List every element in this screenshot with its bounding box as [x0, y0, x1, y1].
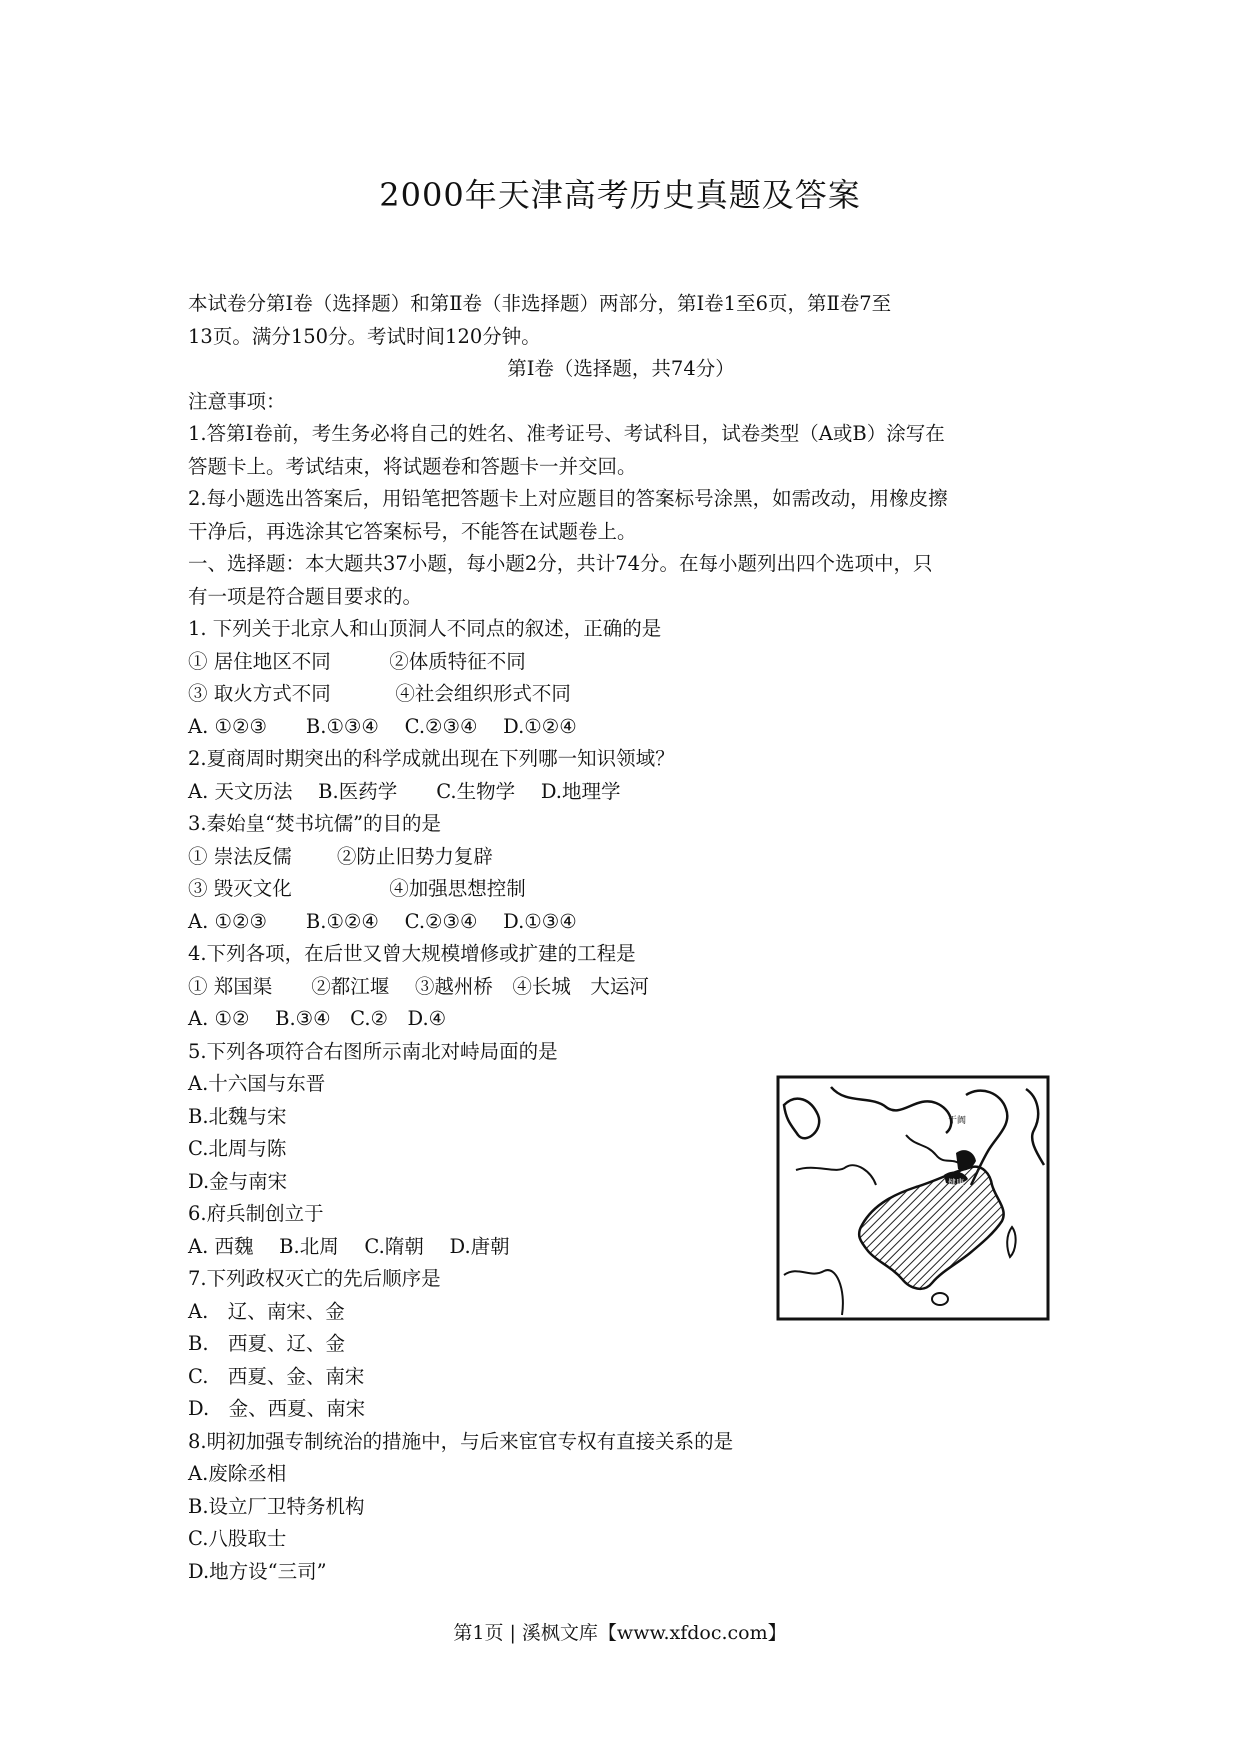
instruction-line: 一、选择题：本大题共37小题，每小题2分，共计74分。在每小题列出四个选项中，只: [188, 552, 933, 575]
map-label: 于阗: [948, 1116, 967, 1126]
question-line: ③ 毁灭文化 ④加强思想控制: [188, 877, 526, 900]
notice-line: 答题卡上。考试结束，将试题卷和答题卡一并交回。: [188, 454, 637, 478]
question-line: A. 西魏 B.北周 C.隋朝 D.唐朝: [188, 1234, 510, 1258]
question-line: A.废除丞相: [188, 1462, 287, 1485]
question-line: B. 西夏、辽、金: [188, 1332, 346, 1355]
question-line: 2.夏商周时期突出的科学成就出现在下列哪一知识领域？: [188, 747, 675, 770]
notice-heading: 注意事项：: [188, 389, 286, 413]
question-line: A. ①② B.③④ C.② D.④: [188, 1007, 447, 1030]
question-line: B.北魏与宋: [188, 1104, 287, 1128]
question-line: C.八股取士: [188, 1527, 287, 1550]
question-line: 6.府兵制创立于: [188, 1202, 324, 1225]
question-line: ① 居住地区不同 ②体质特征不同: [188, 649, 526, 673]
section-heading: 第Ⅰ卷（选择题，共74分）: [507, 357, 735, 380]
intro-line: 本试卷分第Ⅰ卷（选择题）和第Ⅱ卷（非选择题）两部分，第Ⅰ卷1至6页，第Ⅱ卷7至: [188, 292, 892, 315]
question-line: ① 郑国渠 ②都江堰 ③越州桥 ④长城 大运河: [188, 974, 649, 998]
instruction-line: 有一项是符合题目要求的。: [188, 584, 423, 608]
question-line: A. ①②③ B.①③④ C.②③④ D.①②④: [188, 714, 577, 738]
page-title: 2000年天津高考历史真题及答案: [379, 176, 861, 214]
map-label: 健康: [948, 1178, 964, 1187]
question-line: B.设立厂卫特务机构: [188, 1494, 365, 1518]
question-line: 5.下列各项符合右图所示南北对峙局面的是: [188, 1039, 558, 1063]
notice-line: 2.每小题选出答案后，用铅笔把答题卡上对应题目的答案标号涂黑，如需改动，用橡皮擦: [188, 487, 948, 510]
intro-line: 13页。满分150分。考试时间120分钟。: [188, 324, 541, 348]
question-line: 3.秦始皇“焚书坑儒”的目的是: [188, 812, 442, 835]
question-line: C. 西夏、金、南宋: [188, 1364, 365, 1388]
question-line: D. 金、西夏、南宋: [188, 1397, 366, 1420]
question-line: A. 天文历法 B.医药学 C.生物学 D.地理学: [188, 779, 621, 803]
question-line: 1. 下列关于北京人和山顶洞人不同点的叙述，正确的是: [188, 617, 662, 640]
question-line: D.金与南宋: [188, 1169, 288, 1193]
question-line: 4.下列各项，在后世又曾大规模增修或扩建的工程是: [188, 942, 636, 965]
north-south-map: [776, 1075, 1050, 1321]
question-line: 8.明初加强专制统治的措施中，与后来宦官专权有直接关系的是: [188, 1429, 734, 1453]
question-line: 7.下列政权灭亡的先后顺序是: [188, 1267, 441, 1290]
question-line: A. ①②③ B.①②④ C.②③④ D.①③④: [188, 909, 577, 933]
island-hainan: [932, 1293, 948, 1305]
question-line: A. 辽、南宋、金: [188, 1299, 345, 1323]
page-footer: 第1页 | 溪枫文库【www.xfdoc.com】: [453, 1622, 787, 1644]
notice-line: 1.答第Ⅰ卷前，考生务必将自己的姓名、准考证号、考试科目，试卷类型（A或B）涂写在: [188, 422, 945, 445]
notice-line: 干净后，再选涂其它答案标号，不能答在试题卷上。: [188, 519, 637, 543]
exam-body: [188, 288, 1054, 1588]
question-line: ③ 取火方式不同 ④社会组织形式不同: [188, 682, 571, 705]
question-line: A.十六国与东晋: [188, 1072, 326, 1095]
question-line: ① 崇法反儒 ②防止旧势力复辟: [188, 844, 493, 868]
question-line: C.北周与陈: [188, 1137, 287, 1160]
question-line: D.地方设“三司”: [188, 1559, 327, 1583]
